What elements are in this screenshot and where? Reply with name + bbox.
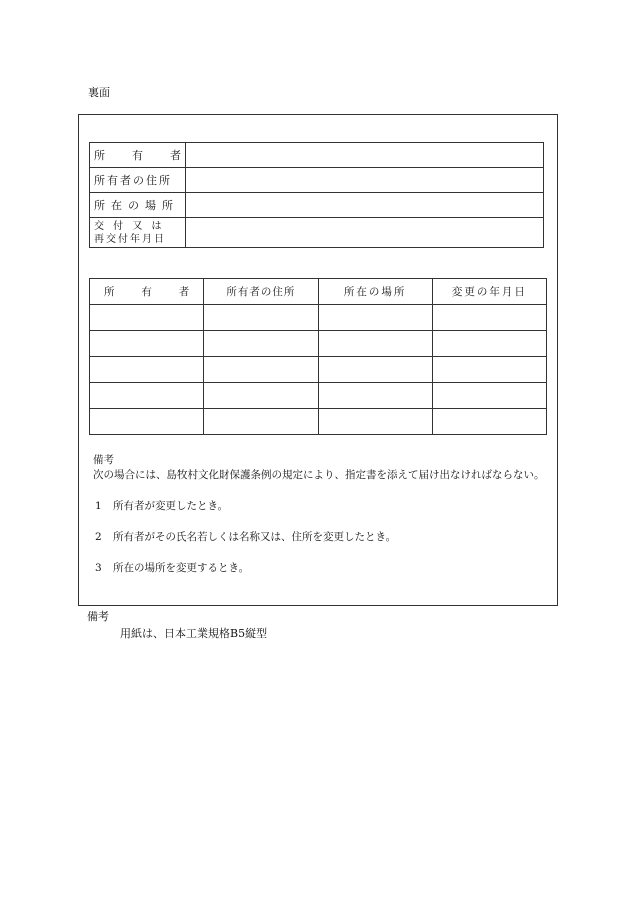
table-cell[interactable] <box>90 305 204 331</box>
table-row <box>90 143 544 168</box>
label-line: 交 付 又 は <box>94 220 165 232</box>
owner-label <box>90 143 186 168</box>
notes-item <box>85 561 555 576</box>
notes-heading: 備考 <box>93 454 114 466</box>
header-change-date: 変更の年月日 <box>432 279 546 305</box>
item-text: 所有者が変更したとき。 <box>113 500 229 512</box>
table-cell[interactable] <box>318 305 432 331</box>
owner-value[interactable] <box>186 143 544 168</box>
table-header-row <box>90 279 547 305</box>
header-char: 有 <box>141 286 152 298</box>
item-number: 2 <box>95 531 102 543</box>
label-text: 所在の場所 <box>94 199 179 212</box>
info-table <box>89 142 544 248</box>
table-cell[interactable] <box>90 409 204 435</box>
issue-date-label <box>90 218 186 248</box>
label-char: 有 <box>132 149 143 162</box>
item-number: 3 <box>95 562 102 574</box>
item-number: 1 <box>95 500 102 512</box>
table-cell[interactable] <box>432 409 546 435</box>
issue-date-value[interactable] <box>186 218 544 248</box>
table-cell[interactable] <box>90 331 204 357</box>
header-char: 所 <box>104 286 115 298</box>
table-cell[interactable] <box>432 305 546 331</box>
owner-address-value[interactable] <box>186 168 544 193</box>
table-row <box>90 305 547 331</box>
table-cell[interactable] <box>204 383 318 409</box>
label-line: 再交付年月日 <box>94 233 166 245</box>
header-owner-address: 所有者の住所 <box>204 279 318 305</box>
notes-item <box>85 499 555 514</box>
table-cell[interactable] <box>318 357 432 383</box>
table-row <box>90 193 544 218</box>
table-cell[interactable] <box>90 383 204 409</box>
table-cell[interactable] <box>204 305 318 331</box>
location-label <box>90 193 186 218</box>
table-cell[interactable] <box>204 409 318 435</box>
table-cell[interactable] <box>204 331 318 357</box>
header-char: 者 <box>178 286 190 298</box>
table-cell[interactable] <box>318 331 432 357</box>
table-row <box>90 409 547 435</box>
header-location: 所在の場所 <box>318 279 432 305</box>
table-row <box>90 331 547 357</box>
table-cell[interactable] <box>90 357 204 383</box>
table-cell[interactable] <box>432 357 546 383</box>
table-row <box>90 357 547 383</box>
table-row <box>90 168 544 193</box>
label-char: 所 <box>94 149 105 162</box>
table-row <box>90 383 547 409</box>
label-char: 者 <box>170 149 181 162</box>
item-text: 所有者がその氏名若しくは名称又は、住所を変更したとき。 <box>113 531 397 543</box>
header-owner <box>90 279 204 305</box>
notes-item <box>85 530 555 545</box>
footer-heading: 備考 <box>87 610 109 623</box>
table-cell[interactable] <box>318 383 432 409</box>
label-text: 所有者の住所 <box>94 174 172 187</box>
item-text: 所在の場所を変更するとき。 <box>113 562 250 574</box>
back-side-label: 裏面 <box>88 86 110 99</box>
history-table <box>89 278 547 435</box>
footer-text: 用紙は、日本工業規格B5縦型 <box>120 627 268 640</box>
table-cell[interactable] <box>432 383 546 409</box>
notes-body: 次の場合には、島牧村文化財保護条例の規定により、指定書を添えて届け出なければならない。 <box>93 469 545 481</box>
table-cell[interactable] <box>204 357 318 383</box>
table-cell[interactable] <box>318 409 432 435</box>
form-frame <box>78 114 558 606</box>
owner-address-label <box>90 168 186 193</box>
notes-section <box>85 453 555 576</box>
table-cell[interactable] <box>432 331 546 357</box>
table-row <box>90 218 544 248</box>
location-value[interactable] <box>186 193 544 218</box>
